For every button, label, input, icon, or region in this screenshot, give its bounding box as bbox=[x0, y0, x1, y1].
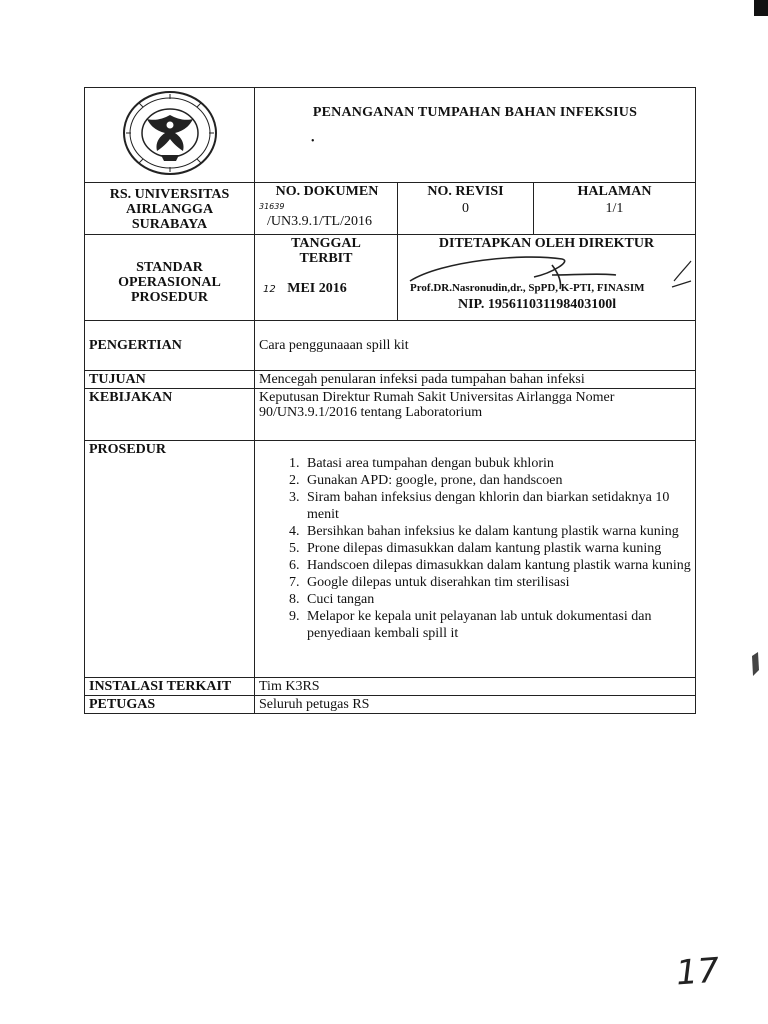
scan-corner-mark bbox=[754, 0, 768, 16]
halaman-value: 1/1 bbox=[605, 201, 624, 216]
handwritten-page-number: 17 bbox=[674, 950, 721, 994]
prosedur-step: 9. Melapor ke kepala unit pelayanan lab untuk dokumentasi dan penyediaan kembali spill it bbox=[303, 608, 691, 642]
title-cell bbox=[255, 88, 696, 183]
prosedur-steps-list bbox=[259, 455, 691, 642]
terbit-label: TERBIT bbox=[299, 251, 353, 266]
tanggal-terbit-cell bbox=[255, 235, 398, 321]
instalasi-label-text: INSTALASI TERKAIT bbox=[89, 679, 232, 694]
no-revisi-cell bbox=[398, 183, 534, 235]
no-dokumen-handwritten: 31639 bbox=[259, 202, 285, 211]
no-dokumen-value: /UN3.9.1/TL/2016 bbox=[267, 214, 372, 229]
prosedur-step: 2. Gunakan APD: google, prone, dan handscoen bbox=[303, 472, 691, 489]
tanggal-label: TANGGAL bbox=[291, 236, 361, 251]
prosedur-step: 6. Handscoen dilepas dimasukkan dalam kantung plastik warna kuning bbox=[303, 557, 691, 574]
sop-label-line-1: STANDAR bbox=[136, 259, 203, 275]
title-mark: • bbox=[311, 136, 315, 147]
halaman-label: HALAMAN bbox=[577, 184, 652, 199]
sop-label-line-3: PROSEDUR bbox=[130, 289, 208, 305]
institution-line-2: AIRLANGGA bbox=[125, 202, 214, 217]
petugas-value bbox=[255, 696, 696, 714]
instalasi-value bbox=[255, 678, 696, 696]
prosedur-label-text: PROSEDUR bbox=[89, 442, 167, 457]
scan-speck bbox=[750, 650, 760, 678]
kebijakan-value bbox=[255, 389, 696, 441]
tujuan-label bbox=[85, 371, 255, 389]
tujuan-label-text: TUJUAN bbox=[89, 372, 146, 387]
pengertian-label bbox=[85, 321, 255, 371]
sop-label-line-2: OPERASIONAL bbox=[118, 274, 221, 290]
institution-line-1: RS. UNIVERSITAS bbox=[109, 187, 230, 202]
no-revisi-value: 0 bbox=[462, 201, 469, 216]
prosedur-label bbox=[85, 441, 255, 678]
prosedur-steps-cell bbox=[255, 441, 696, 678]
institution-line-3: SURABAYA bbox=[131, 217, 208, 232]
prosedur-step: 4. Bersihkan bahan infeksius ke dalam kantung plastik warna kuning bbox=[303, 523, 691, 540]
pengertian-label-text: PENGERTIAN bbox=[89, 338, 182, 353]
petugas-label-text: PETUGAS bbox=[89, 697, 156, 712]
instalasi-label bbox=[85, 678, 255, 696]
ditetapkan-cell bbox=[398, 235, 696, 321]
prosedur-step: 7. Google dilepas untuk diserahkan tim sterilisasi bbox=[303, 574, 691, 591]
sop-table bbox=[84, 87, 696, 714]
director-name: Prof.DR.Nasronudin,dr., SpPD, K-PTI, FINASIM bbox=[410, 282, 645, 294]
director-nip: NIP. 195611031198403100l bbox=[458, 297, 617, 312]
no-dokumen-cell bbox=[255, 183, 398, 235]
logo-cell bbox=[85, 88, 255, 183]
prosedur-step: 8. Cuci tangan bbox=[303, 591, 691, 608]
kebijakan-value-text: Keputusan Direktur Rumah Sakit Universitas Airlangga Nomer 90/UN3.9.1/2016 tentang Laboratorium bbox=[259, 390, 615, 420]
halaman-cell bbox=[534, 183, 696, 235]
prosedur-step: 5. Prone dilepas dimasukkan dalam kantung plastik warna kuning bbox=[303, 540, 691, 557]
instalasi-value-text: Tim K3RS bbox=[259, 679, 320, 694]
institution-name bbox=[85, 183, 255, 235]
no-revisi-label: NO. REVISI bbox=[427, 184, 504, 199]
prosedur-step: 3. Siram bahan infeksius dengan khlorin dan biarkan setidaknya 10 menit bbox=[303, 489, 691, 523]
petugas-value-text: Seluruh petugas RS bbox=[259, 697, 370, 712]
prosedur-step: 1. Batasi area tumpahan dengan bubuk khlorin bbox=[303, 455, 691, 472]
ditetapkan-label: DITETAPKAN OLEH DIREKTUR bbox=[438, 236, 655, 251]
kebijakan-label bbox=[85, 389, 255, 441]
document-title: PENANGANAN TUMPAHAN BAHAN INFEKSIUS bbox=[312, 105, 638, 120]
no-dokumen-label: NO. DOKUMEN bbox=[275, 184, 379, 199]
tanggal-handwritten-day: 12 bbox=[263, 284, 276, 295]
tujuan-value bbox=[255, 371, 696, 389]
kebijakan-label-text: KEBIJAKAN bbox=[89, 390, 173, 405]
pengertian-value bbox=[255, 321, 696, 371]
tanggal-value: MEI 2016 bbox=[287, 281, 347, 296]
petugas-label bbox=[85, 696, 255, 714]
university-seal-icon bbox=[121, 89, 219, 177]
tujuan-value-text: Mencegah penularan infeksi pada tumpahan bahan infeksi bbox=[259, 372, 585, 387]
pengertian-value-text: Cara penggunaaan spill kit bbox=[259, 338, 409, 353]
sop-label bbox=[85, 235, 255, 321]
